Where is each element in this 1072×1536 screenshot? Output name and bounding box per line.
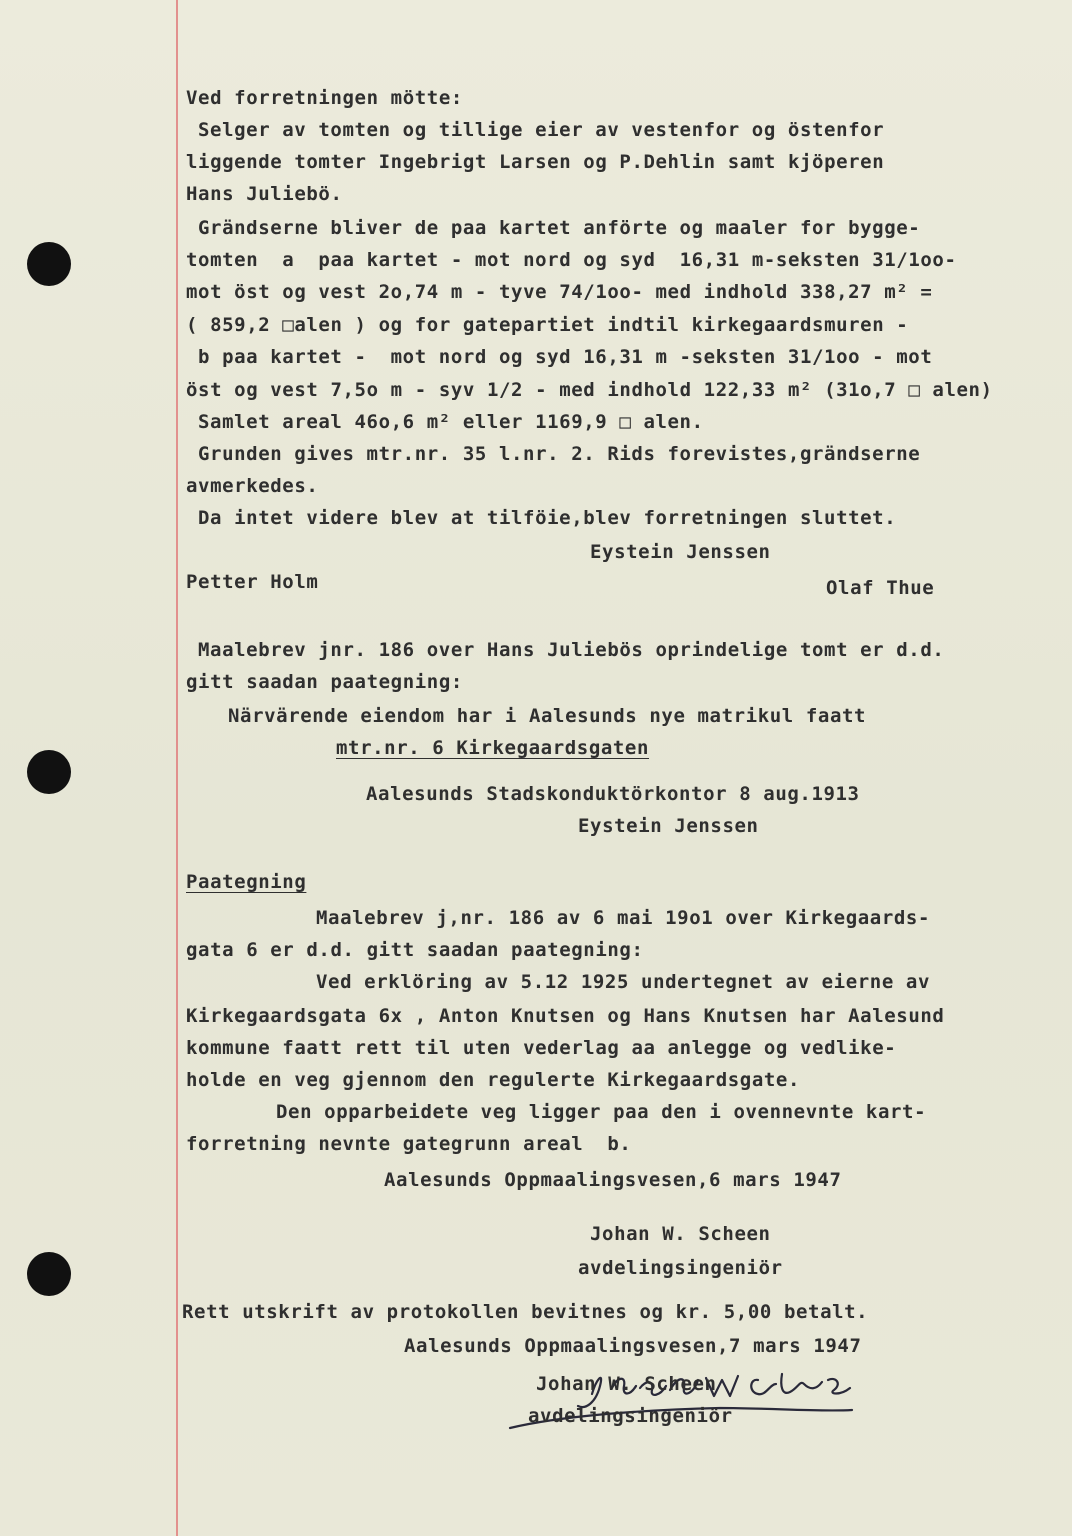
opening-line: Ved forretningen mötte: [186, 87, 463, 109]
paategning-line-3: Ved erklöring av 5.12 1925 undertegnet av eierne av [316, 971, 930, 993]
kontor-line: Aalesunds Stadskonduktörkontor 8 aug.1913 [366, 783, 860, 805]
parties-line-2: liggende tomter Ingebrigt Larsen og P.Dehlin samt kjöperen [186, 151, 885, 173]
signature-name-2: Johan W. Scheen [536, 1373, 717, 1395]
boundary-line-1: Grändserne bliver de paa kartet anförte og maaler for bygge- [198, 217, 921, 239]
parties-line-3: Hans Juliebö. [186, 183, 343, 205]
signature-petter: Petter Holm [186, 571, 319, 593]
signature-name-1: Johan W. Scheen [590, 1223, 771, 1245]
signature-eystein: Eystein Jenssen [590, 541, 771, 563]
signature-title-2: avdelingsingeniör [528, 1405, 733, 1427]
paategning-line-4: Kirkegaardsgata 6x , Anton Knutsen og Hans Knutsen har Aalesund [186, 1005, 945, 1027]
signature-olaf: Olaf Thue [826, 577, 935, 599]
boundary-line-7: Samlet areal 46o,6 m² eller 1169,9 □ alen. [198, 411, 704, 433]
boundary-line-4: ( 859,2 □alen ) og for gatepartiet indtil kirkegaardsmuren - [186, 314, 909, 336]
matrikul-line: mtr.nr. 6 Kirkegaardsgaten [336, 737, 650, 759]
parties-line-1: Selger av tomten og tillige eier av vestenfor og östenfor [198, 119, 885, 141]
naervaerende-line: Närvärende eiendom har i Aalesunds nye matrikul faatt [228, 705, 867, 727]
paategning-line-7: Den opparbeidete veg ligger paa den i ovennevnte kart- [276, 1101, 927, 1123]
grund-line-2: avmerkedes. [186, 475, 319, 497]
place-date-2: Aalesunds Oppmaalingsvesen,7 mars 1947 [404, 1335, 862, 1357]
certification-line: Rett utskrift av protokollen bevitnes og kr. 5,00 betalt. [182, 1301, 869, 1323]
maalebrev-line-1: Maalebrev jnr. 186 over Hans Juliebös oprindelige tomt er d.d. [198, 639, 945, 661]
punch-hole-bottom [27, 1252, 71, 1296]
paategning-line-5: kommune faatt rett til uten vederlag aa anlegge og vedlike- [186, 1037, 897, 1059]
paategning-line-8: forretning nevnte gategrunn areal b. [186, 1133, 632, 1155]
paategning-line-1: Maalebrev j,nr. 186 av 6 mai 19o1 over Kirkegaards- [316, 907, 930, 929]
margin-rule [176, 0, 178, 1536]
handwritten-signature [500, 1350, 880, 1446]
place-date-1: Aalesunds Oppmaalingsvesen,6 mars 1947 [384, 1169, 842, 1191]
boundary-line-5: b paa kartet - mot nord og syd 16,31 m -seksten 31/1oo - mot [198, 346, 933, 368]
signature-title-1: avdelingsingeniör [578, 1257, 783, 1279]
paategning-title: Paategning [186, 871, 307, 893]
boundary-line-6: öst og vest 7,5o m - syv 1/2 - med indhold 122,33 m² (31o,7 □ alen) [186, 379, 993, 401]
grund-line-1: Grunden gives mtr.nr. 35 l.nr. 2. Rids forevistes,grändserne [198, 443, 921, 465]
punch-hole-middle [27, 750, 71, 794]
closing-line: Da intet videre blev at tilföie,blev forretningen sluttet. [198, 507, 897, 529]
paategning-line-2: gata 6 er d.d. gitt saadan paategning: [186, 939, 644, 961]
punch-hole-top [27, 242, 71, 286]
boundary-line-2: tomten a paa kartet - mot nord og syd 16,31 m-seksten 31/1oo- [186, 249, 957, 271]
paategning-line-6: holde en veg gjennom den regulerte Kirkegaardsgate. [186, 1069, 800, 1091]
kontor-signature: Eystein Jenssen [578, 815, 759, 837]
maalebrev-line-2: gitt saadan paategning: [186, 671, 463, 693]
boundary-line-3: mot öst og vest 2o,74 m - tyve 74/1oo- med indhold 338,27 m² = [186, 281, 933, 303]
